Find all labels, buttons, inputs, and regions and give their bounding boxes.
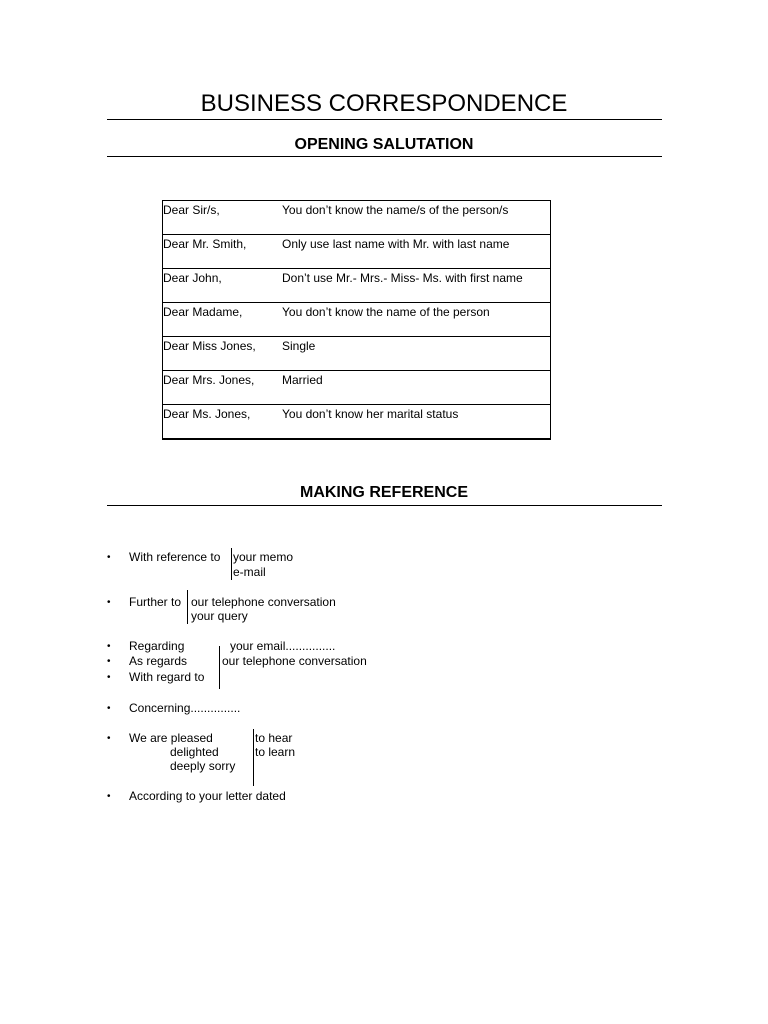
bullet: •	[107, 791, 111, 802]
usage-cell: You don’t know the name/s of the person/s	[282, 201, 551, 235]
to-learn-text: to learn	[255, 745, 296, 759]
salutation-cell: Dear Sir/s,	[163, 201, 283, 235]
salutation-row	[163, 235, 551, 269]
salutation-row	[163, 303, 551, 337]
further-to-text: Further to	[129, 595, 182, 609]
to-hear-text: to hear	[255, 731, 293, 745]
our-telephone-conversation-text: our telephone conversation	[191, 595, 336, 609]
salutation-cell: Dear Mrs. Jones,	[163, 371, 283, 405]
bullet: •	[107, 552, 111, 563]
salutation-cell: Dear John,	[163, 269, 283, 303]
concerning-text: Concerning...............	[129, 701, 241, 715]
bullet: •	[107, 597, 111, 608]
salutation-cell: Dear Madame,	[163, 303, 283, 337]
salutation-row	[163, 337, 551, 371]
making-reference-rule	[107, 505, 662, 506]
according-to-text: According to your letter dated	[129, 789, 286, 803]
bullet: •	[107, 672, 111, 683]
usage-cell: Don’t use Mr.- Mrs.- Miss- Ms. with first name	[282, 269, 551, 303]
regarding-text: Regarding	[129, 639, 185, 653]
salutation-row	[163, 201, 551, 235]
usage-cell: Married	[282, 371, 551, 405]
bracket-line	[253, 729, 254, 786]
your-memo-text: your memo	[233, 550, 294, 564]
opening-salutation-heading: OPENING SALUTATION	[294, 136, 474, 153]
with-regard-to-text: With regard to	[129, 670, 205, 684]
bullet: •	[107, 641, 111, 652]
opening-salutation-rule	[107, 156, 662, 157]
delighted-text: delighted	[170, 745, 219, 759]
bullet: •	[107, 656, 111, 667]
we-are-pleased-text: We are pleased	[129, 731, 213, 745]
with-reference-to-text: With reference to	[129, 550, 221, 564]
salutation-row	[163, 405, 551, 440]
e-mail-text: e-mail	[233, 565, 266, 579]
our-telephone-conversation-text: our telephone conversation	[222, 654, 367, 668]
bracket-line	[187, 590, 188, 624]
bullet: •	[107, 733, 111, 744]
page-title: BUSINESS CORRESPONDENCE	[200, 90, 568, 117]
usage-cell: You don’t know the name of the person	[282, 303, 551, 337]
bracket-line	[231, 548, 232, 580]
usage-cell: Only use last name with Mr. with last name	[282, 235, 551, 269]
salutation-cell: Dear Ms. Jones,	[163, 407, 251, 421]
salutation-row	[163, 269, 551, 303]
usage-cell: You don’t know her marital status	[282, 407, 459, 421]
as-regards-text: As regards	[129, 654, 188, 668]
deeply-sorry-text: deeply sorry	[170, 759, 236, 773]
usage-cell: Single	[282, 337, 551, 371]
title-rule	[107, 119, 662, 120]
salutation-cell: Dear Miss Jones,	[163, 337, 283, 371]
your-email-text: your email...............	[230, 639, 336, 653]
your-query-text: your query	[191, 609, 248, 623]
salutation-row	[163, 371, 551, 405]
salutation-table	[162, 200, 551, 440]
bullet: •	[107, 703, 111, 714]
bracket-line	[219, 646, 220, 689]
salutation-cell: Dear Mr. Smith,	[163, 235, 283, 269]
making-reference-heading: MAKING REFERENCE	[299, 484, 468, 501]
